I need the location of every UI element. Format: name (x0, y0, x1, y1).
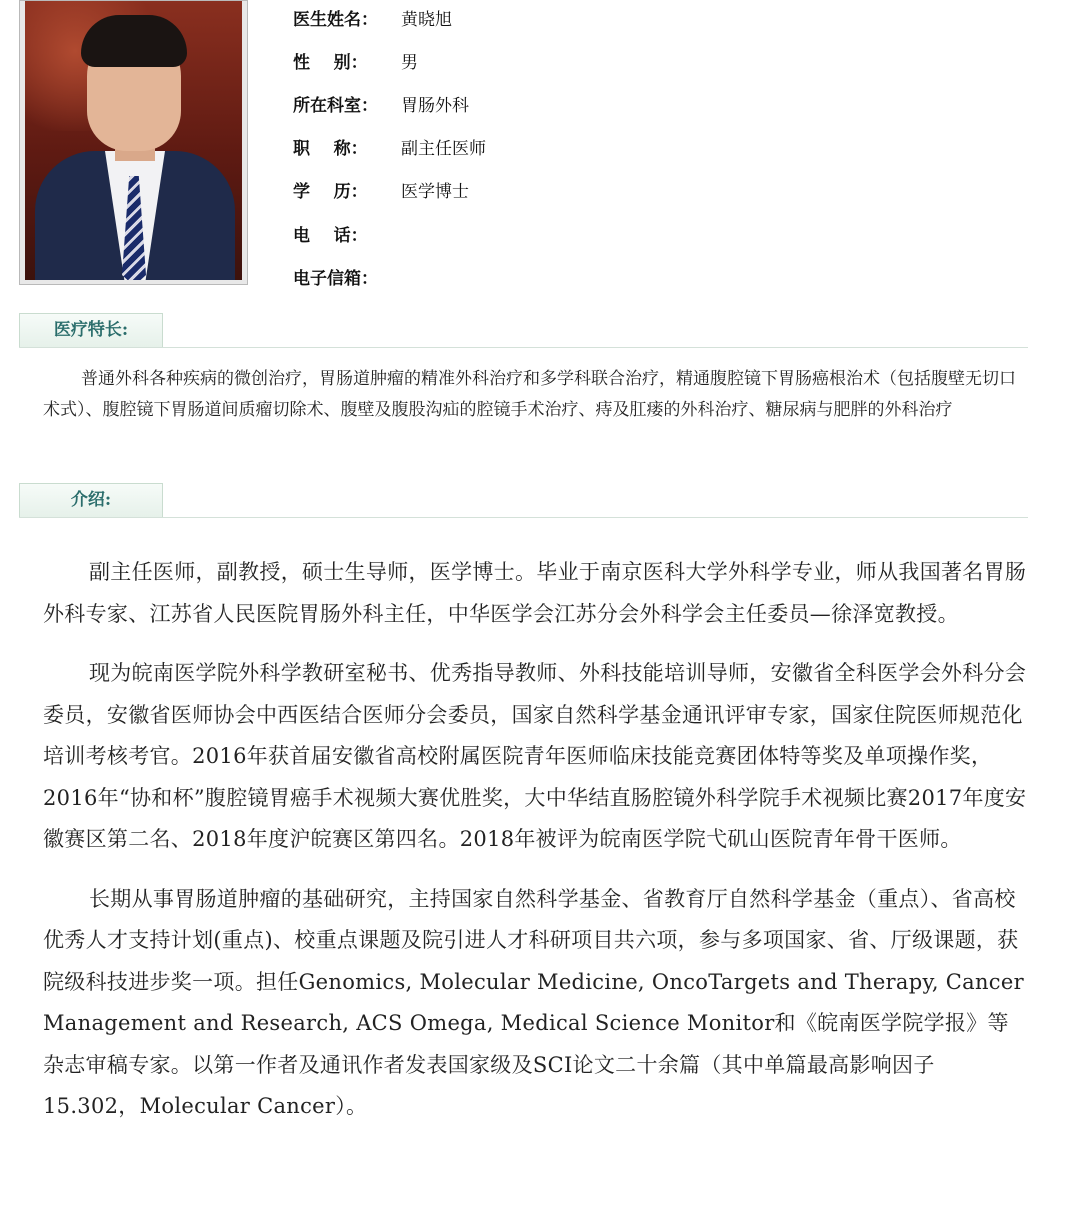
info-value: 胃肠外科 (401, 96, 469, 116)
intro-section-header (19, 483, 1028, 518)
info-label: 电 话： (293, 226, 368, 246)
specialty-text-block (43, 364, 1028, 426)
doctor-photo-frame (19, 0, 248, 285)
specialty-section-header (19, 313, 1028, 348)
info-label: 学 历： (293, 182, 368, 202)
intro-paragraph: 现为皖南医学院外科学教研室秘书、优秀指导教师、外科技能培训导师，安徽省全科医学会外科分会委员，安徽省医师协会中西医结合医师分会委员，国家自然科学基金通讯评审专家，国家住院医师规范化培训考核考官。2016年获首届安徽省高校附属医院青年医师临床技能竞赛团体特等奖及单项操作奖，2016年“协和杯”腹腔镜胃癌手术视频大赛优胜奖，大中华结直肠腔镜外科学院手术视频比赛2017年度安徽赛区第二名、2018年度沪皖赛区第四名。2018年被评为皖南医学院弋矶山医院青年骨干医师。 (43, 661, 1027, 851)
intro-paragraph: 副主任医师，副教授，硕士生导师，医学博士。毕业于南京医科大学外科学专业，师从我国著名胃肠外科专家、江苏省人民医院胃肠外科主任，中华医学会江苏分会外科学会主任委员—徐泽宽教授。 (43, 560, 1027, 626)
info-label: 职 称： (293, 139, 368, 159)
intro-text-block (43, 552, 1028, 1146)
intro-paragraph: 长期从事胃肠道肿瘤的基础研究，主持国家自然科学基金、省教育厅自然科学基金（重点）、省高校优秀人才支持计划(重点)、校重点课题及院引进人才科研项目共六项，参与多项国家、省、厅级课题，获院级科技进步奖一项。担任Genomics, Molecular Medicine, OncoTargets and Therapy, Cancer Management and Research, ACS Omega, Medical Science Monitor和《皖南医学院学报》等杂志审稿专家。以第一作者及通讯作者发表国家级及SCI论文二十余篇（其中单篇最高影响因子15.302，Molecular Cancer）。 (43, 886, 1024, 1118)
info-label: 所在科室： (293, 96, 378, 116)
info-label: 电子信箱： (293, 269, 378, 289)
info-label: 性 别： (293, 53, 368, 73)
info-value: 医学博士 (401, 182, 469, 202)
info-value: 黄晓旭 (401, 10, 452, 30)
info-value: 副主任医师 (401, 139, 486, 159)
info-label: 医生姓名： (293, 10, 378, 30)
specialty-text: 普通外科各种疾病的微创治疗，胃肠道肿瘤的精准外科治疗和多学科联合治疗，精通腹腔镜下胃肠癌根治术（包括腹壁无切口术式）、腹腔镜下胃肠道间质瘤切除术、腹壁及腹股沟疝的腔镜手术治疗、痔及肛瘘的外科治疗、糖尿病与肥胖的外科治疗 (43, 369, 1016, 420)
doctor-photo (25, 1, 242, 280)
info-value: 男 (401, 53, 418, 73)
specialty-tab: 医疗特长: (19, 313, 163, 347)
intro-tab: 介绍: (19, 483, 163, 517)
